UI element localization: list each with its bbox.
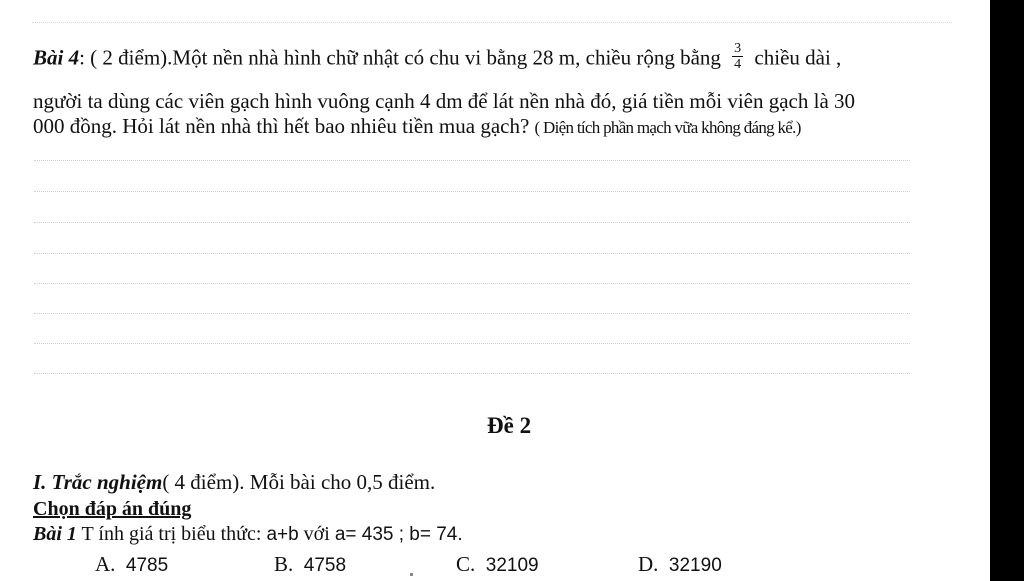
fraction-numerator: 3 xyxy=(734,41,742,56)
section-title: I. Trắc nghiệm xyxy=(33,470,163,494)
fraction-three-quarters xyxy=(732,41,743,72)
section-instructions: ( 4 điểm). Mỗi bài cho 0,5 điểm. xyxy=(162,470,436,494)
option-value: 32190 xyxy=(668,555,722,576)
exam-variant-title: Đề 2 xyxy=(487,413,532,438)
answer-line xyxy=(34,191,910,192)
problem4-question: 000 đồng. Hỏi lát nền nhà thì hết bao nhiêu tiền mua gạch? xyxy=(33,114,535,138)
answer-line xyxy=(34,313,910,314)
option-b[interactable] xyxy=(274,552,346,577)
option-d[interactable] xyxy=(638,552,722,577)
top-dotted-rule xyxy=(32,22,952,23)
choose-answer-label: Chọn đáp án đúng xyxy=(33,498,192,520)
option-c[interactable] xyxy=(456,552,539,577)
answer-line xyxy=(34,343,910,344)
answer-line xyxy=(34,283,910,284)
answer-line xyxy=(34,373,910,374)
option-value: 4785 xyxy=(125,555,169,576)
fraction-denominator: 4 xyxy=(734,57,742,72)
option-value: 4758 xyxy=(303,555,347,576)
problem1-text2: với xyxy=(298,523,335,545)
problem4-label: Bài 4 xyxy=(33,45,80,70)
problem4-note: ( Diện tích phần mạch vữa không đáng kể.) xyxy=(534,118,801,137)
option-value: 32109 xyxy=(485,555,539,576)
problem4-text-a: : ( 2 điểm).Một nền nhà hình chữ nhật có chu vi bằng 28 m, chiều rộng bằng xyxy=(79,45,721,70)
answer-line xyxy=(34,222,910,223)
option-letter: B. xyxy=(274,552,294,576)
option-letter: C. xyxy=(456,552,476,576)
option-letter: A. xyxy=(95,552,116,576)
problem4-line2: người ta dùng các viên gạch hình vuông cạnh 4 dm để lát nền nhà đó, giá tiền mỗi viên gạch là 30 xyxy=(33,89,856,113)
answer-line xyxy=(34,253,910,254)
option-letter: D. xyxy=(638,552,659,576)
answer-line xyxy=(34,160,910,161)
stray-mark xyxy=(410,573,413,576)
right-edge-bar xyxy=(990,0,1024,581)
problem1-expression: a+b xyxy=(266,524,299,545)
problem1-values: a= 435 ; b= 74. xyxy=(334,524,463,545)
option-a[interactable] xyxy=(95,552,168,577)
section-heading xyxy=(33,470,435,495)
problem4-line3 xyxy=(33,114,801,140)
problem4-line1 xyxy=(33,41,842,75)
problem1-text: T ính giá trị biểu thức: xyxy=(76,523,267,545)
problem4-text-b: chiều dài , xyxy=(754,45,842,70)
problem1-line xyxy=(33,523,463,546)
problem1-label: Bài 1 xyxy=(33,523,77,545)
